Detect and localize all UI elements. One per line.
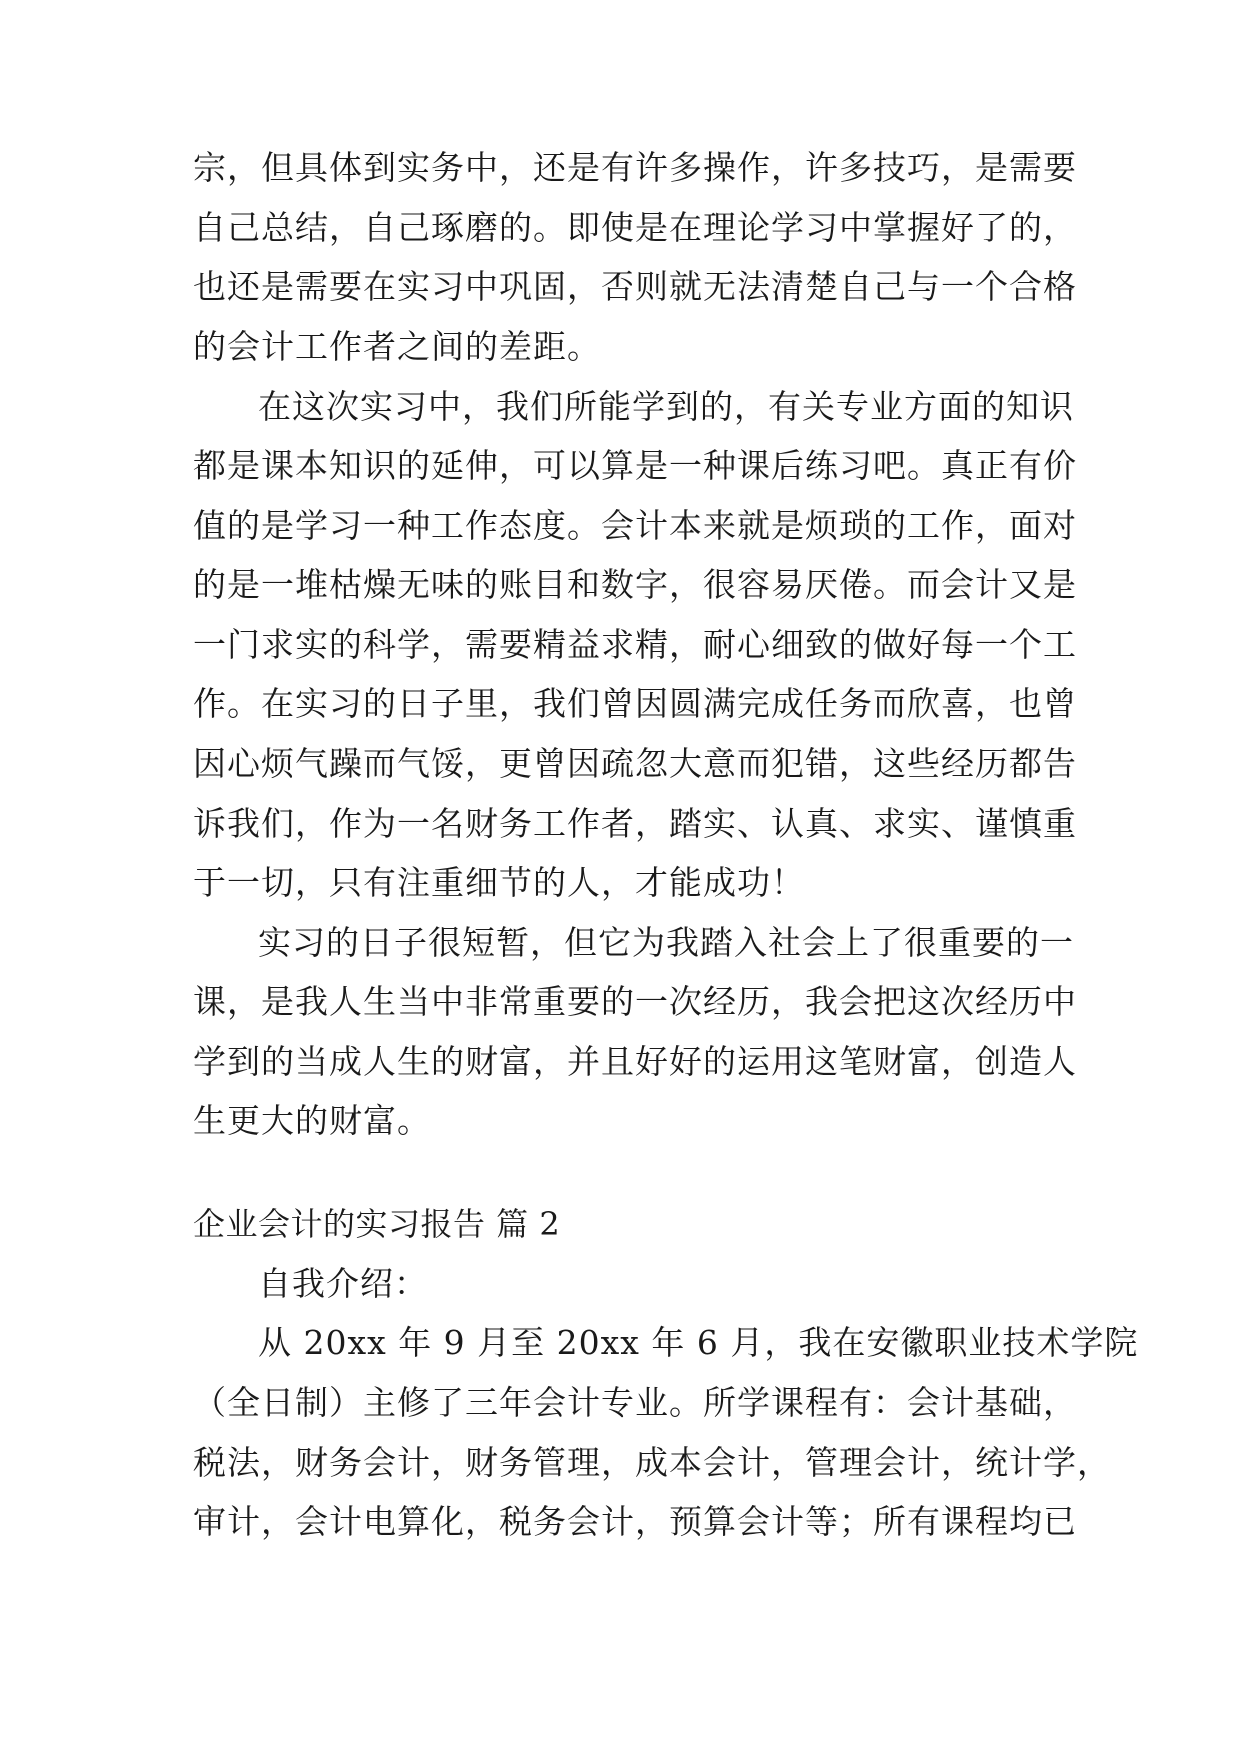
paragraph-line: 一门求实的科学，需要精益求精，耐心细致的做好每一个工 <box>193 625 1077 664</box>
paragraph-line: 的会计工作者之间的差距。 <box>193 327 601 366</box>
paragraph-line: 审计，会计电算化，税务会计，预算会计等；所有课程均已 <box>193 1502 1077 1541</box>
paragraph-line: 实习的日子很短暂，但它为我踏入社会上了很重要的一 <box>258 923 1074 962</box>
paragraph-line: 作。在实习的日子里，我们曾因圆满完成任务而欣喜，也曾 <box>193 684 1077 723</box>
paragraph-line: （全日制）主修了三年会计专业。所学课程有：会计基础， <box>193 1383 1077 1422</box>
paragraph-line: 自己总结，自己琢磨的。即使是在理论学习中掌握好了的， <box>193 208 1077 247</box>
paragraph-line: 从 20xx 年 9 月至 20xx 年 6 月，我在安徽职业技术学院 <box>258 1323 1139 1362</box>
paragraph-line: 也还是需要在实习中巩固，否则就无法清楚自己与一个合格 <box>193 267 1077 306</box>
section-heading: 企业会计的实习报告 篇 2 <box>193 1205 561 1243</box>
paragraph-line: 课，是我人生当中非常重要的一次经历，我会把这次经历中 <box>193 982 1077 1021</box>
paragraph-line: 值的是学习一种工作态度。会计本来就是烦琐的工作，面对 <box>193 506 1077 545</box>
paragraph-line: 税法，财务会计，财务管理，成本会计，管理会计，统计学， <box>193 1443 1111 1482</box>
paragraph-line: 的是一堆枯燥无味的账目和数字，很容易厌倦。而会计又是 <box>193 565 1077 604</box>
paragraph-line: 生更大的财富。 <box>193 1101 431 1140</box>
paragraph-line: 诉我们，作为一名财务工作者，踏实、认真、求实、谨慎重 <box>193 804 1077 843</box>
paragraph-line: 因心烦气躁而气馁，更曾因疏忽大意而犯错，这些经历都告 <box>193 744 1077 783</box>
paragraph-line: 都是课本知识的延伸，可以算是一种课后练习吧。真正有价 <box>193 446 1077 485</box>
paragraph-line: 自我介绍： <box>258 1264 428 1303</box>
paragraph-line: 宗，但具体到实务中，还是有许多操作，许多技巧，是需要 <box>193 148 1077 187</box>
paragraph-line: 于一切，只有注重细节的人，才能成功！ <box>193 863 805 902</box>
paragraph-line: 学到的当成人生的财富，并且好好的运用这笔财富，创造人 <box>193 1042 1077 1081</box>
paragraph-line: 在这次实习中，我们所能学到的，有关专业方面的知识 <box>258 387 1074 426</box>
